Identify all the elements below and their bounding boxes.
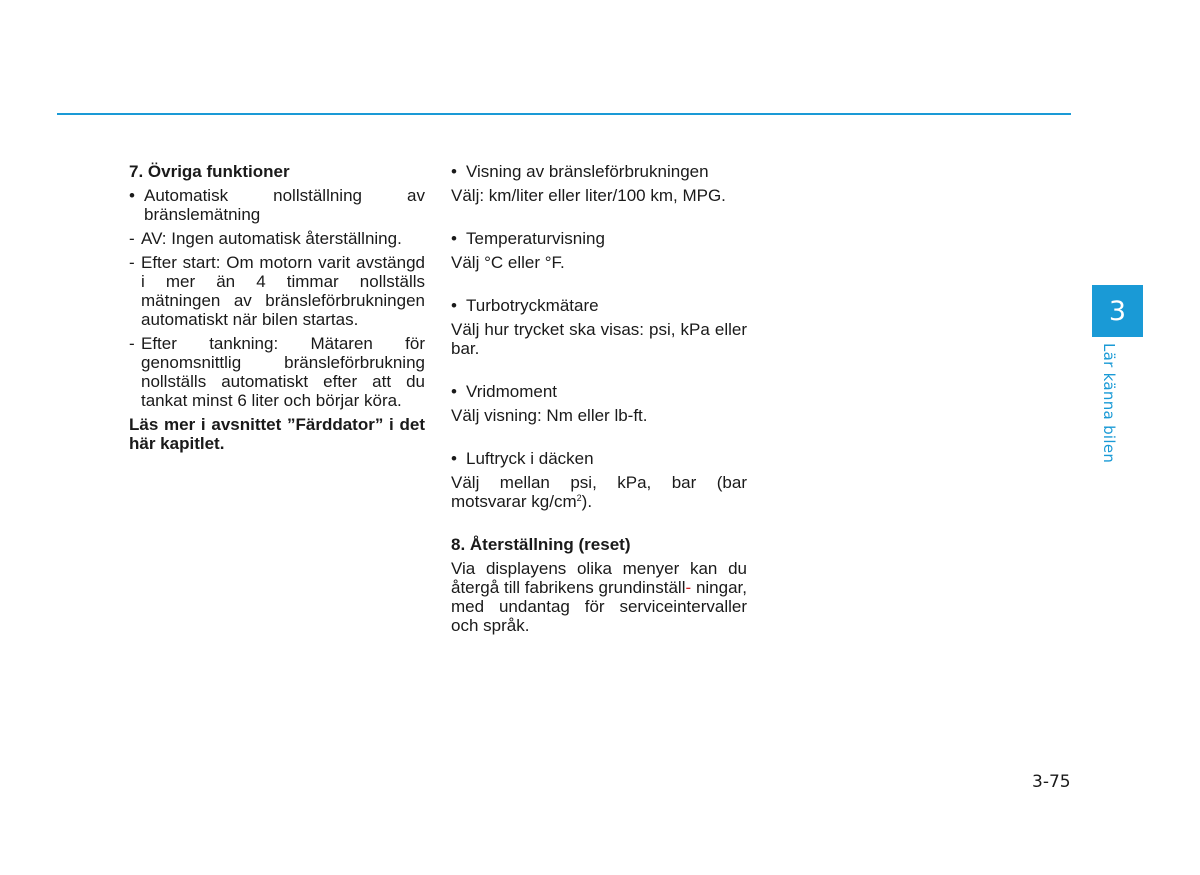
bullet-mark: • (451, 449, 457, 468)
setting-item (451, 296, 747, 358)
chapter-title: Lär känna bilen (1100, 343, 1118, 464)
dash-item (129, 229, 425, 248)
dash-mark: - (129, 253, 135, 272)
bullet-mark: • (451, 229, 457, 248)
dash-item (129, 334, 425, 410)
left-column (129, 162, 425, 453)
bullet-item (129, 186, 425, 224)
setting-text-main: Välj mellan psi, kPa, bar (bar motsvarar kg/cm (451, 473, 747, 511)
setting-title-row (451, 296, 747, 315)
dash-mark: - (129, 334, 135, 353)
bullet-mark: • (451, 162, 457, 181)
dash-text: Efter tankning: Mätaren för genomsnittlig bränsleförbrukning nollställs automatiskt efter att du tankat minst 6 liter och börjar köra. (141, 334, 425, 410)
setting-item (451, 382, 747, 425)
bullet-mark: • (451, 382, 457, 401)
setting-title: Temperaturvisning (466, 229, 605, 248)
dash-text: Efter start: Om motorn varit avstängd i mer än 4 timmar nollställs mätningen av bränsleförbrukningen automatiskt när bilen startas. (141, 253, 425, 329)
section-heading-ovriga-funktioner: 7. Övriga funktioner (129, 162, 290, 181)
hyphen-mark: - (685, 578, 692, 597)
reset-text-part: ningar, med undantag för serviceintervaller och språk. (451, 578, 747, 635)
setting-title-row (451, 382, 747, 401)
setting-title-row (451, 229, 747, 248)
dash-item (129, 253, 425, 329)
setting-item (451, 229, 747, 272)
top-rule (57, 113, 1071, 115)
setting-title: Turbotryckmätare (466, 296, 599, 315)
setting-title-row (451, 449, 747, 468)
bullet-mark: • (451, 296, 457, 315)
reset-text (451, 559, 747, 635)
setting-text: Välj: km/liter eller liter/100 km, MPG. (451, 186, 726, 205)
dash-text: AV: Ingen automatisk återställning. (141, 229, 402, 248)
setting-item (451, 162, 747, 205)
section-heading-aterstallning: 8. Återställning (reset) (451, 535, 631, 554)
setting-text-end: ). (581, 492, 593, 511)
setting-title-row (451, 162, 747, 181)
superscript: 2 (576, 493, 582, 503)
right-column (451, 162, 747, 635)
setting-text: Välj hur trycket ska visas: psi, kPa eller bar. (451, 320, 747, 358)
bullet-text: Automatisk nollställning av bränslemätning (144, 186, 425, 224)
setting-title: Vridmoment (466, 382, 558, 401)
dash-mark: - (129, 229, 135, 248)
setting-title: Visning av bränsleförbrukningen (466, 162, 709, 181)
page-number: 3-75 (1032, 772, 1071, 792)
bullet-mark: • (129, 186, 135, 205)
note-text: Läs mer i avsnittet ”Färddator” i det här kapitlet. (129, 415, 425, 453)
setting-text: Välj °C eller °F. (451, 253, 565, 272)
setting-text (451, 473, 747, 511)
setting-title: Luftryck i däcken (466, 449, 594, 468)
setting-text: Välj visning: Nm eller lb-ft. (451, 406, 648, 425)
chapter-number-tab: 3 (1092, 285, 1143, 337)
setting-item (451, 449, 747, 511)
reset-text-part: Via displayens olika menyer kan du återgå till fabrikens grundinställ (451, 559, 747, 597)
